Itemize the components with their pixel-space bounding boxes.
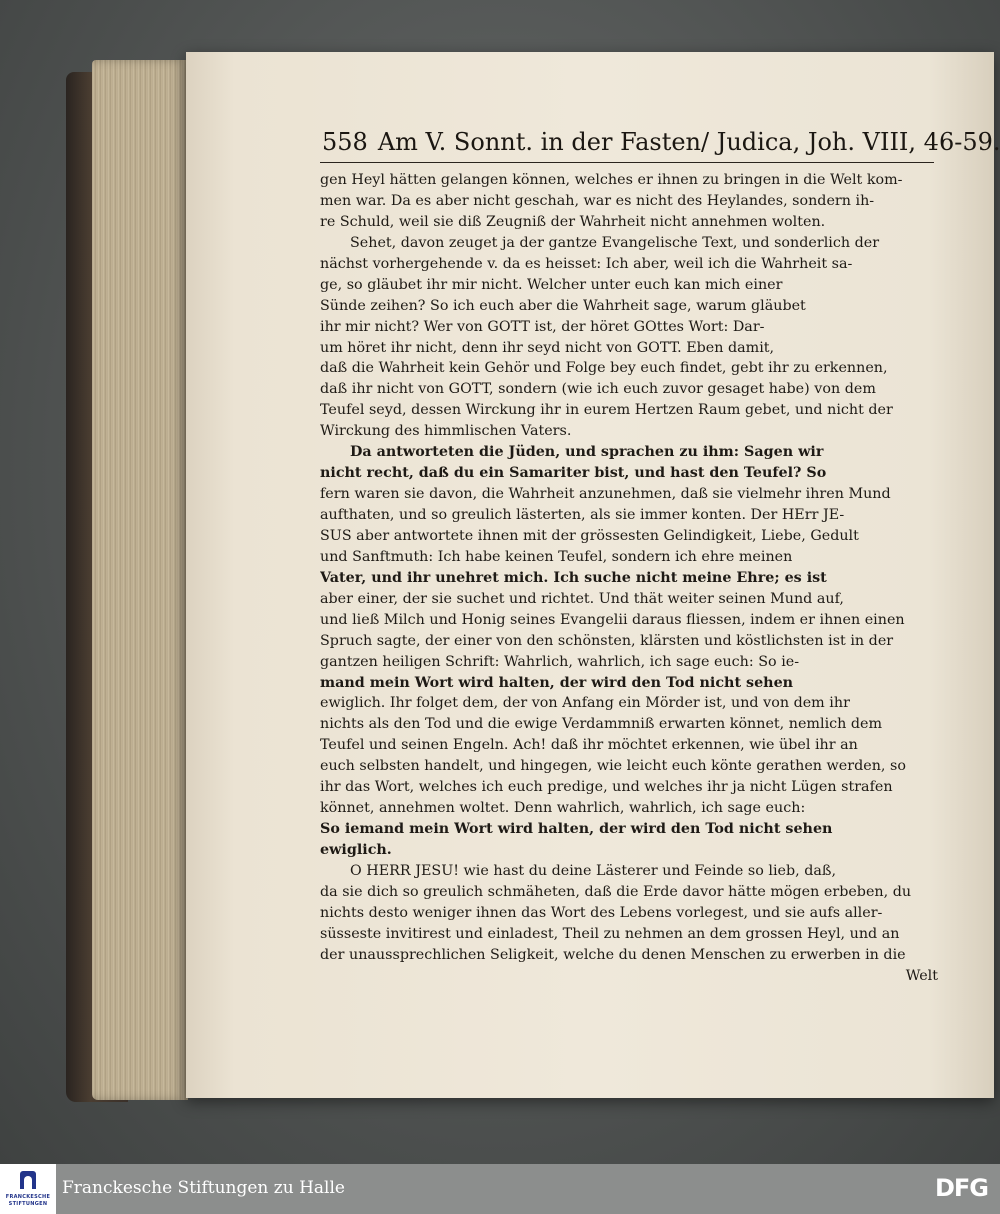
page-number: 558 — [322, 128, 368, 156]
text-line: gantzen heiligen Schrift: Wahrlich, wahrlich, ich sage euch: So ie- — [320, 653, 800, 670]
text-line: und ließ Milch und Honig seines Evangelii daraus fliessen, indem er ihnen einen — [320, 611, 905, 628]
text-line: O HERR JESU! wie hast du deine Lästerer und Feinde so lieb, daß, — [350, 862, 837, 879]
text-line: re Schuld, weil sie diß Zeugniß der Wahrheit nicht annehmen wolten. — [320, 213, 826, 230]
text-line: Teufel und seinen Engeln. Ach! daß ihr möchtet erkennen, wie übel ihr an — [320, 737, 858, 754]
text-line: Wirckung des himmlischen Vaters. — [320, 423, 572, 440]
text-line: und Sanftmuth: Ich habe keinen Teufel, sondern ich ehre meinen — [320, 548, 793, 565]
logo-text-line-2: STIFTUNGEN — [8, 1201, 48, 1207]
text-line: Sehet, davon zeuget ja der gantze Evangelische Text, und sonderlich der — [350, 234, 880, 251]
text-line: nichts desto weniger ihnen das Wort des Lebens vorlegest, und sie aufs aller- — [320, 904, 883, 921]
text-line: Spruch sagte, der einer von den schönsten, klärsten und köstlichsten ist in der — [320, 632, 894, 649]
text-line: ewiglich. Ihr folget dem, der von Anfang ein Mörder ist, und von dem ihr — [320, 695, 850, 712]
text-line: süsseste invitirest und einladest, Theil zu nehmen an dem grossen Heyl, und an — [320, 925, 900, 942]
text-line: Sünde zeihen? So ich euch aber die Wahrheit sage, warum gläubet — [320, 297, 806, 314]
dfg-logo[interactable]: DFG — [934, 1174, 988, 1202]
logo-text-line-1: FRANCKESCHE — [5, 1194, 51, 1200]
text-line: um höret ihr nicht, denn ihr seyd nicht von GOTT. Eben damit, — [320, 339, 775, 356]
text-line: ihr mir nicht? Wer von GOTT ist, der höret GOttes Wort: Dar- — [320, 318, 765, 335]
book-page-edges — [92, 60, 188, 1100]
text-line: SUS aber antwortete ihnen mit der grössesten Gelindigkeit, Liebe, Gedult — [320, 527, 859, 544]
text-line: Welt — [905, 967, 938, 984]
viewer-footer-bar — [0, 1164, 1000, 1214]
text-line: könnet, annehmen woltet. Denn wahrlich, wahrlich, ich sage euch: — [320, 800, 806, 817]
building-icon — [20, 1171, 36, 1189]
page-header — [322, 128, 1000, 158]
text-line: ewiglich. — [320, 842, 392, 858]
text-line: Teufel seyd, dessen Wirckung ihr in eurem Hertzen Raum gebet, und nicht der — [320, 402, 893, 419]
book-page — [186, 52, 1000, 1098]
text-line: ihr das Wort, welches ich euch predige, und welches ihr ja nicht Lügen strafen — [320, 779, 893, 796]
page-body-text — [320, 170, 938, 987]
text-line: der unaussprechlichen Seligkeit, welche du denen Menschen zu erwerben in die — [320, 946, 906, 963]
text-line: Vater, und ihr unehret mich. Ich suche nicht meine Ehre; es ist — [320, 569, 827, 586]
text-line: nicht recht, daß du ein Samariter bist, und hast den Teufel? So — [320, 465, 827, 482]
text-line: aufthaten, und so greulich lästerten, als sie immer konten. Der HErr JE- — [320, 507, 845, 523]
text-line: nichts als den Tod und die ewige Verdammniß erwarten könnet, nemlich dem — [320, 716, 883, 733]
text-line: men war. Da es aber nicht geschah, war es nicht des Heylandes, sondern ih- — [320, 192, 875, 209]
text-line: Da antworteten die Jüden, und sprachen zu ihm: Sagen wir — [350, 444, 824, 461]
text-line: gen Heyl hätten gelangen können, welches er ihnen zu bringen in die Welt kom- — [320, 172, 903, 188]
franckesche-stiftungen-logo[interactable] — [0, 1164, 56, 1214]
text-line: nächst vorhergehende v. da es heisset: Ich aber, weil ich die Wahrheit sa- — [320, 255, 853, 272]
institution-name[interactable]: Franckesche Stiftungen zu Halle — [62, 1178, 345, 1198]
text-line: daß die Wahrheit kein Gehör und Folge bey euch findet, gebt ihr zu erkennen, — [320, 360, 888, 377]
text-line: mand mein Wort wird halten, der wird den Tod nicht sehen — [320, 674, 794, 691]
text-line: daß ihr nicht von GOTT, sondern (wie ich euch zuvor gesaget habe) von dem — [320, 381, 876, 398]
running-head: Am V. Sonnt. in der Fasten/ Judica, Joh. VIII, 46-59. — [377, 128, 1000, 156]
text-line: ge, so gläubet ihr mir nicht. Welcher unter euch kan mich einer — [320, 276, 783, 293]
text-line: da sie dich so greulich schmäheten, daß die Erde davor hätte mögen erbeben, du — [320, 883, 912, 900]
text-line: fern waren sie davon, die Wahrheit anzunehmen, daß sie vielmehr ihren Mund — [320, 486, 891, 503]
text-line: aber einer, der sie suchet und richtet. Und thät weiter seinen Mund auf, — [320, 590, 844, 607]
text-line: So iemand mein Wort wird halten, der wird den Tod nicht sehen — [320, 821, 833, 838]
text-line: euch selbsten handelt, und hingegen, wie leicht euch könte gerathen werden, so — [320, 758, 906, 775]
header-rule — [320, 162, 934, 163]
